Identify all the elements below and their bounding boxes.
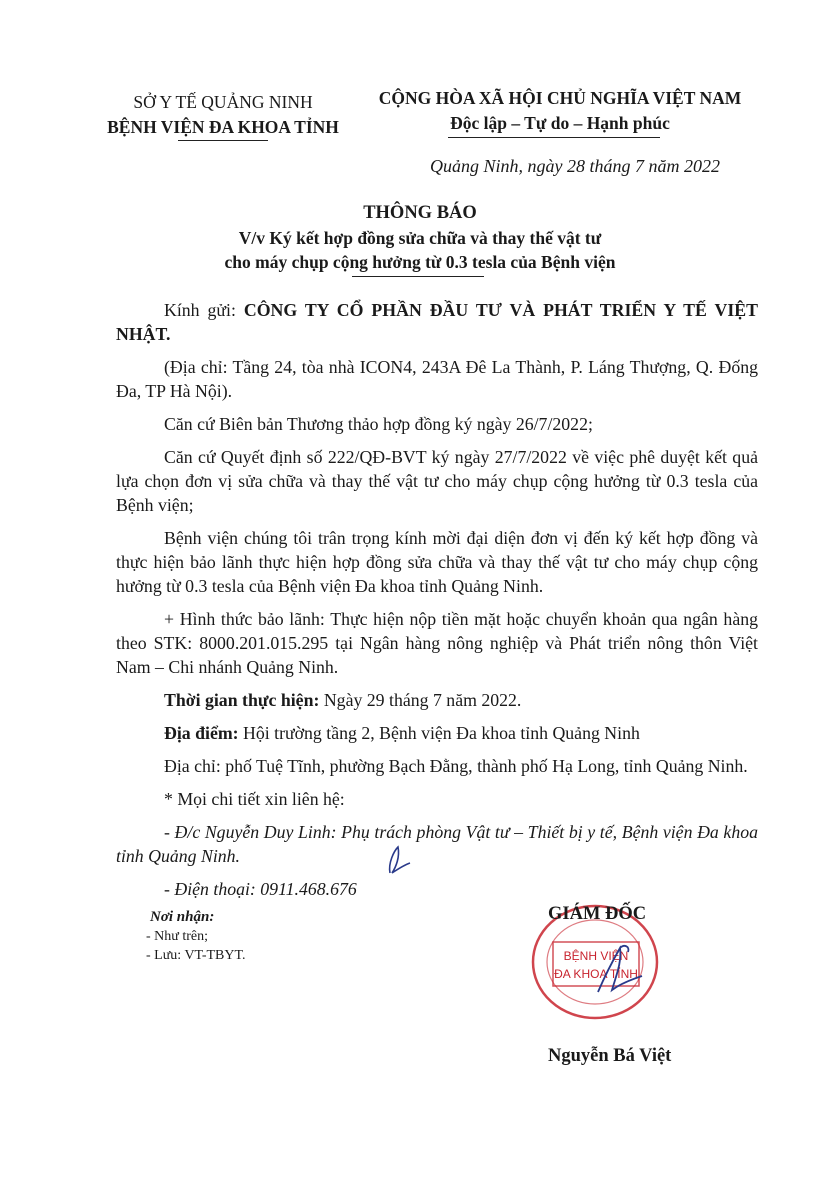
basis-paragraph-1: Căn cứ Biên bản Thương thảo hợp đồng ký ngày 26/7/2022; <box>164 414 593 434</box>
recipients-title: Nơi nhận: <box>150 909 215 925</box>
document-date: Quảng Ninh, ngày 28 tháng 7 năm 2022 <box>430 156 720 176</box>
basis-paragraph-2: Căn cứ Quyết định số 222/QĐ-BVT ký ngày 27/7/2022 về việc phê duyệt kết quả lựa chọn đơn vị sửa chữa và thay thế vật tư cho máy chụp cộng hưởng từ 0.3 tesla của Bệnh viện; <box>116 447 758 515</box>
time-line <box>116 688 758 712</box>
signer-name: Nguyễn Bá Việt <box>548 1046 672 1066</box>
issuer-hospital: BỆNH VIỆN ĐA KHOA TỈNH <box>107 117 339 137</box>
seal-text-1: BỆNH VIỆN <box>563 949 629 963</box>
recipient-line <box>116 298 758 346</box>
initial-scribble-icon <box>384 843 414 877</box>
document-subject-line2: cho máy chụp cộng hưởng từ 0.3 tesla của Bệnh viện <box>224 252 616 272</box>
contact-phone: - Điện thoại: 0911.468.676 <box>164 879 357 899</box>
national-motto-block <box>350 86 770 136</box>
time-value: Ngày 29 tháng 7 năm 2022. <box>319 690 522 710</box>
recipient-label: Kính gửi: <box>164 300 244 320</box>
invitation-paragraph: Bệnh viện chúng tôi trân trọng kính mời đại diện đơn vị đến ký kết hợp đồng và thực hiện bảo lãnh thực hiện hợp đồng sửa chữa và thay thế vật tư cho máy chụp cộng hưởng từ 0.3 tesla của Bệnh viện Đa khoa tỉnh Quảng Ninh. <box>116 528 758 596</box>
time-label: Thời gian thực hiện: <box>164 690 320 710</box>
motto-underline <box>448 137 660 138</box>
place-address: Địa chỉ: phố Tuệ Tĩnh, phường Bạch Đằng, thành phố Hạ Long, tỉnh Quảng Ninh. <box>164 756 748 776</box>
title-underline <box>352 276 484 277</box>
national-title: CỘNG HÒA XÃ HỘI CHỦ NGHĨA VIỆT NAM <box>378 88 742 108</box>
contact-intro: * Mọi chi tiết xin liên hệ: <box>164 789 345 809</box>
recipient-item: - Lưu: VT-TBYT. <box>146 948 246 963</box>
document-title-block <box>120 200 720 274</box>
signer-title: GIÁM ĐỐC <box>548 904 647 924</box>
guarantee-paragraph: + Hình thức bảo lãnh: Thực hiện nộp tiền mặt hoặc chuyển khoản qua ngân hàng theo STK: 8000.201.015.295 tại Ngân hàng nông nghiệp và Phát triển nông thôn Việt Nam – Chi nhánh Quảng Ninh. <box>116 609 758 677</box>
document-body <box>116 298 758 910</box>
contact-person: - Đ/c Nguyễn Duy Linh: Phụ trách phòng Vật tư – Thiết bị y tế, Bệnh viện Đa khoa tỉnh Quảng Ninh. <box>116 822 758 866</box>
place-value: Hội trường tầng 2, Bệnh viện Đa khoa tỉnh Quảng Ninh <box>238 723 640 743</box>
issuer-block <box>88 90 358 140</box>
issuer-department: SỞ Y TẾ QUẢNG NINH <box>133 92 313 112</box>
recipient-address: (Địa chỉ: Tầng 24, tòa nhà ICON4, 243A Đê La Thành, P. Láng Thượng, Q. Đống Đa, TP Hà Nội). <box>116 357 758 401</box>
place-label: Địa điểm: <box>164 723 239 743</box>
recipient-item: - Như trên; <box>146 929 209 944</box>
recipient-name: CÔNG TY CỔ PHẦN ĐẦU TƯ VÀ PHÁT TRIỂN Y TẾ VIỆT NHẬT. <box>116 300 759 344</box>
issuer-underline <box>178 140 268 141</box>
seal-text-2: ĐA KHOA TỈNH <box>554 967 638 981</box>
document-title: THÔNG BÁO <box>363 203 477 223</box>
signature-icon <box>590 940 660 1000</box>
place-line <box>116 721 758 745</box>
recipients-block <box>146 908 246 965</box>
national-motto: Độc lập – Tự do – Hạnh phúc <box>450 113 670 133</box>
document-subject-line1: V/v Ký kết hợp đồng sửa chữa và thay thế vật tư <box>238 228 602 248</box>
